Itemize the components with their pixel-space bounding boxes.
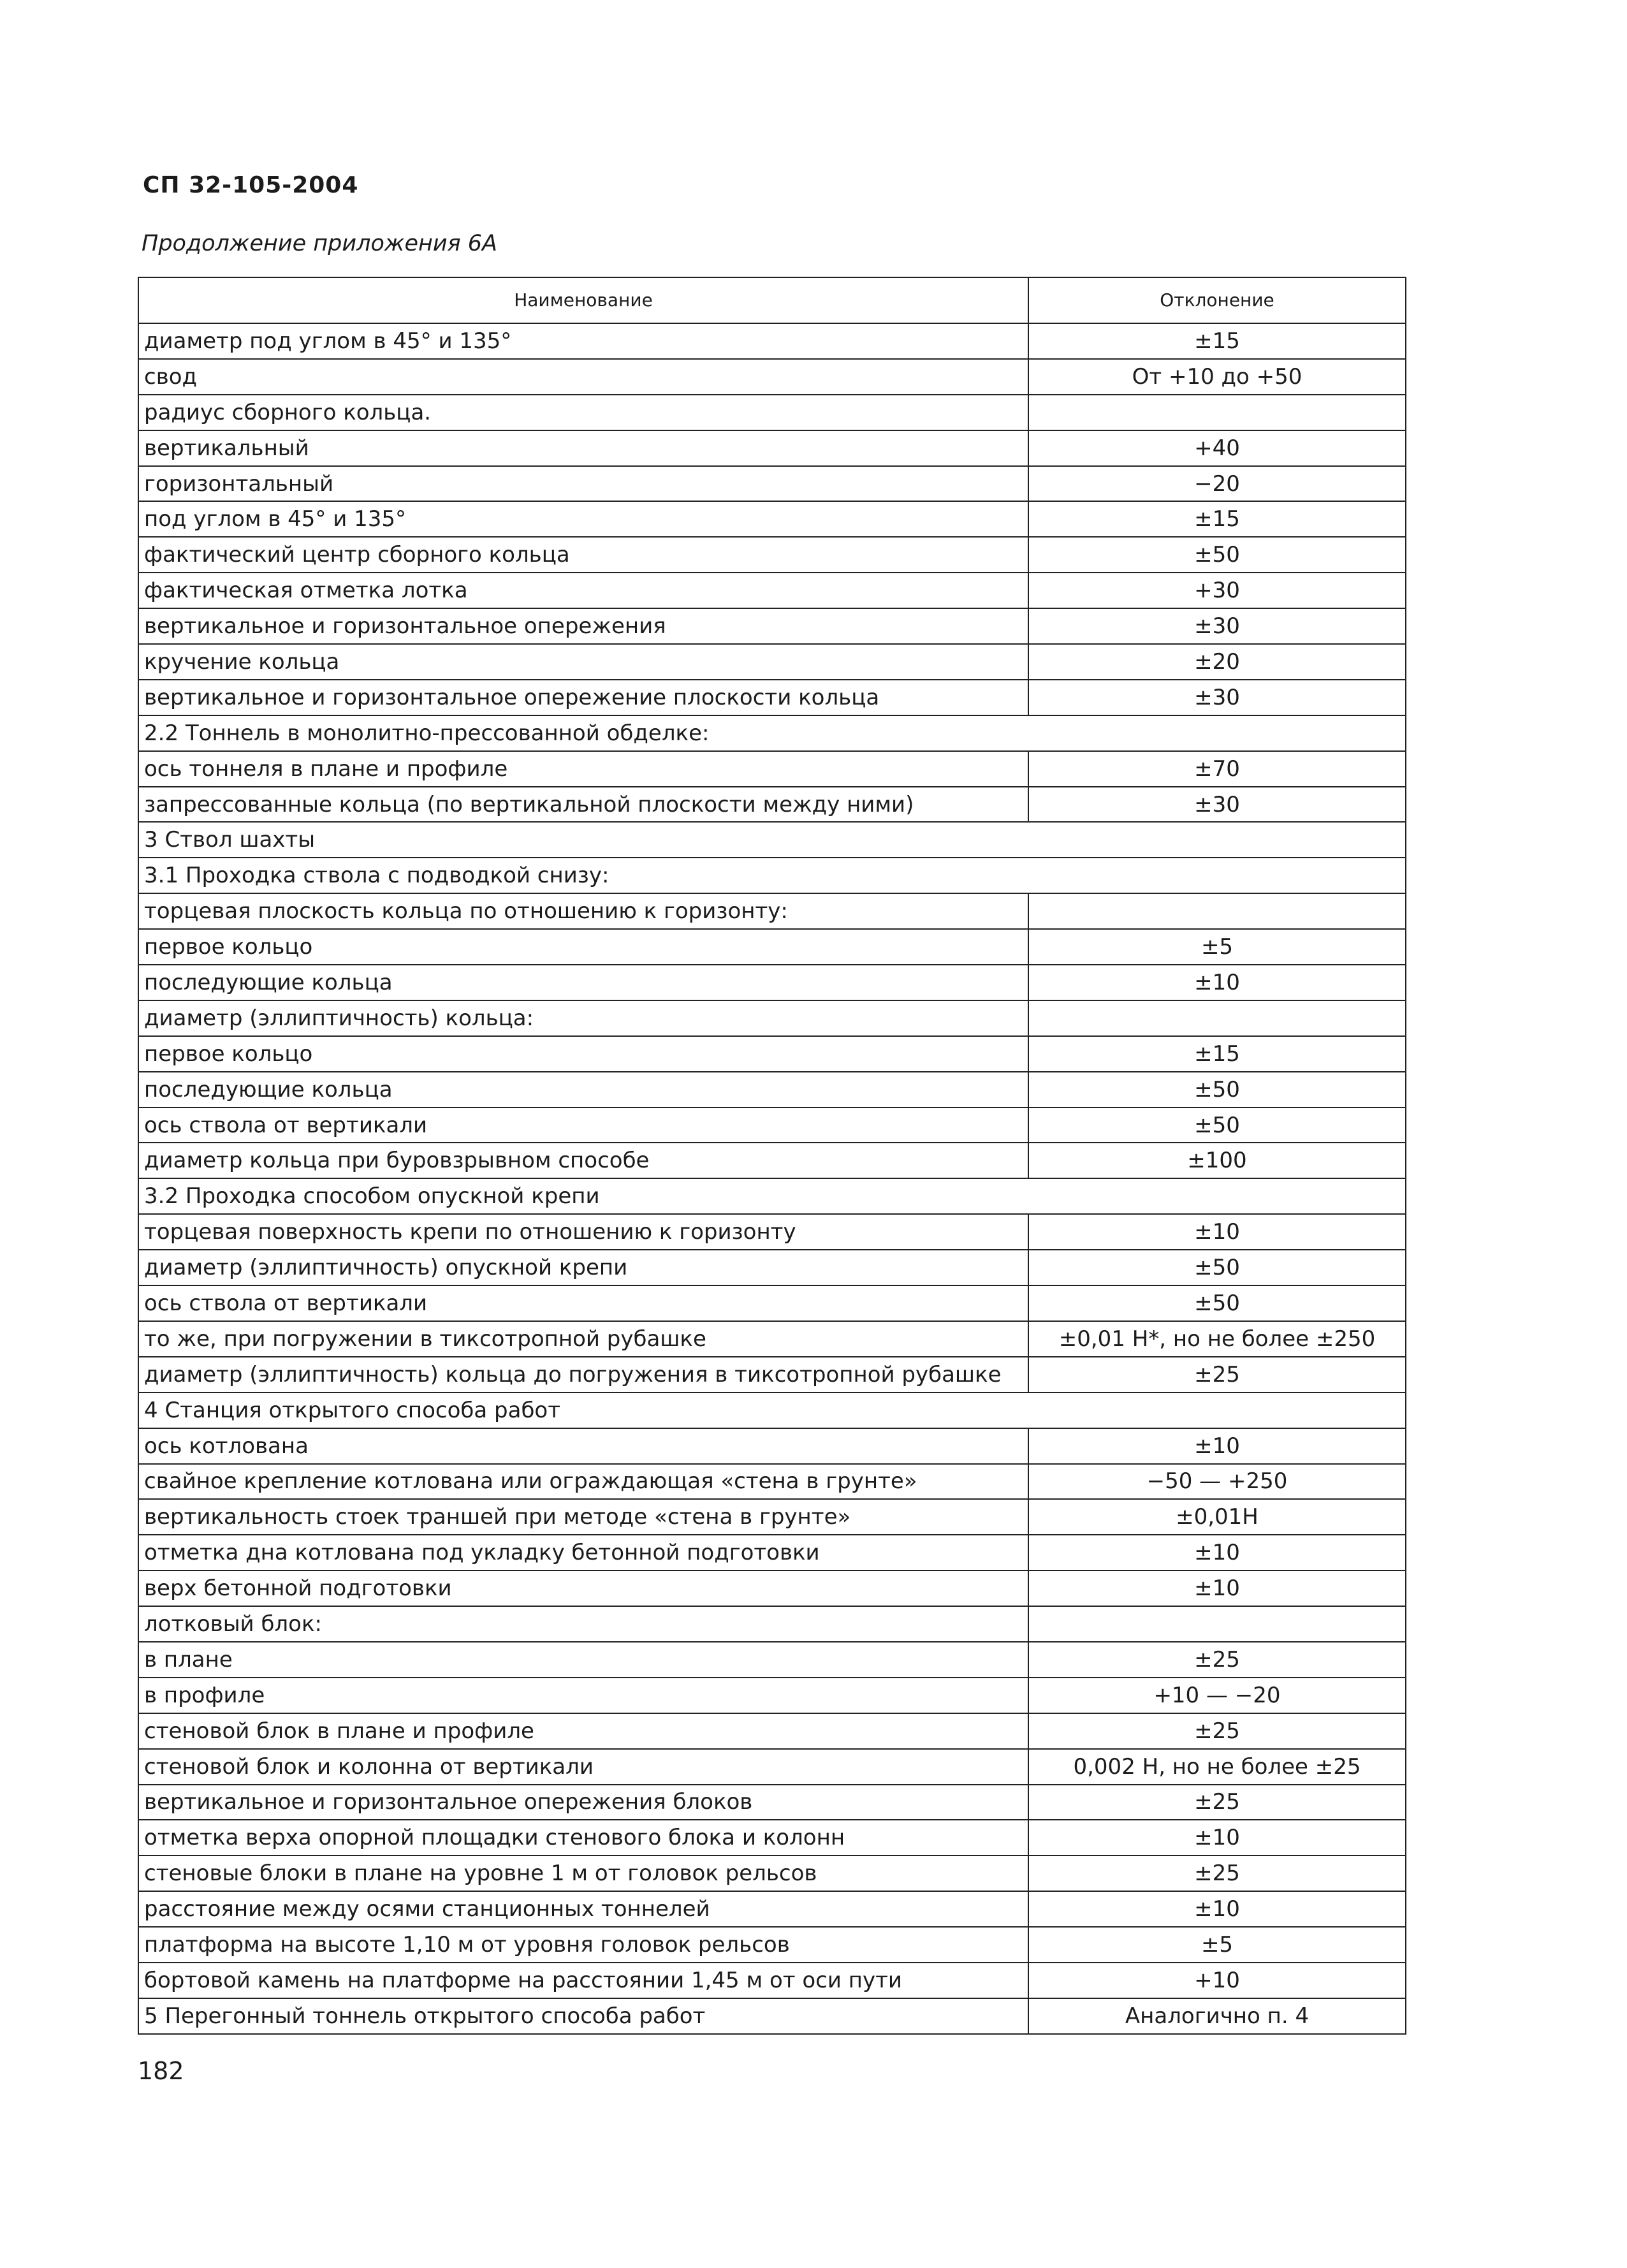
table-row xyxy=(138,1000,1406,1036)
table-row xyxy=(138,1891,1406,1927)
row-deviation-cell: ±50 xyxy=(1028,537,1406,573)
row-name-cell: диаметр кольца при буровзрывном способе xyxy=(138,1143,1028,1178)
table-row xyxy=(138,715,1406,751)
table-row xyxy=(138,1785,1406,1820)
row-name-cell: диаметр (эллиптичность) кольца: xyxy=(138,1000,1028,1036)
row-deviation-cell: ±50 xyxy=(1028,1285,1406,1321)
row-name-cell: последующие кольца xyxy=(138,965,1028,1000)
table-row xyxy=(138,1713,1406,1749)
row-deviation-cell xyxy=(1028,1606,1406,1642)
row-name-cell: 2.2 Тоннель в монолитно-прессованной обделке: xyxy=(138,715,1406,751)
page-number: 182 xyxy=(138,2057,184,2085)
row-deviation-cell: ±5 xyxy=(1028,1927,1406,1963)
row-name-cell: фактическая отметка лотка xyxy=(138,573,1028,608)
table-row xyxy=(138,1214,1406,1250)
row-deviation-cell: ±100 xyxy=(1028,1143,1406,1178)
row-deviation-cell: ±10 xyxy=(1028,965,1406,1000)
row-name-cell: то же, при погружении в тиксотропной рубашке xyxy=(138,1321,1028,1357)
row-deviation-cell: ±70 xyxy=(1028,751,1406,787)
row-deviation-cell: ±30 xyxy=(1028,608,1406,644)
row-name-cell: диаметр (эллиптичность) кольца до погружения в тиксотропной рубашке xyxy=(138,1357,1028,1393)
row-name-cell: последующие кольца xyxy=(138,1072,1028,1108)
row-name-cell: диаметр под углом в 45° и 135° xyxy=(138,323,1028,359)
row-name-cell: в профиле xyxy=(138,1678,1028,1713)
row-deviation-cell: ±15 xyxy=(1028,501,1406,537)
row-name-cell: радиус сборного кольца. xyxy=(138,395,1028,430)
row-deviation-cell: −50 — +250 xyxy=(1028,1464,1406,1500)
table-row xyxy=(138,1535,1406,1570)
table-row xyxy=(138,1250,1406,1285)
row-name-cell: ось тоннеля в плане и профиле xyxy=(138,751,1028,787)
row-deviation-cell: ±0,01H xyxy=(1028,1499,1406,1535)
row-name-cell: торцевая поверхность крепи по отношению к горизонту xyxy=(138,1214,1028,1250)
row-name-cell: ось котлована xyxy=(138,1428,1028,1464)
table-row xyxy=(138,822,1406,858)
row-deviation-cell: ±25 xyxy=(1028,1785,1406,1820)
row-deviation-cell: +10 xyxy=(1028,1963,1406,1998)
row-name-cell: 3 Ствол шахты xyxy=(138,822,1406,858)
table-row xyxy=(138,965,1406,1000)
row-name-cell: ось ствола от вертикали xyxy=(138,1108,1028,1143)
table-row xyxy=(138,893,1406,929)
row-name-cell: свайное крепление котлована или ограждающая «стена в грунте» xyxy=(138,1464,1028,1500)
table-row xyxy=(138,644,1406,680)
row-deviation-cell: 0,002 H, но не более ±25 xyxy=(1028,1749,1406,1785)
row-name-cell: под углом в 45° и 135° xyxy=(138,501,1028,537)
table-row xyxy=(138,537,1406,573)
row-name-cell: фактический центр сборного кольца xyxy=(138,537,1028,573)
table-header-row xyxy=(138,277,1406,323)
row-deviation-cell: ±10 xyxy=(1028,1214,1406,1250)
table-row xyxy=(138,1428,1406,1464)
row-deviation-cell: ±15 xyxy=(1028,323,1406,359)
row-name-cell: первое кольцо xyxy=(138,1036,1028,1072)
row-name-cell: бортовой камень на платформе на расстоянии 1,45 м от оси пути xyxy=(138,1963,1028,1998)
row-name-cell: стеновой блок в плане и профиле xyxy=(138,1713,1028,1749)
row-name-cell: горизонтальный xyxy=(138,466,1028,502)
row-name-cell: 5 Перегонный тоннель открытого способа работ xyxy=(138,1998,1028,2034)
row-name-cell: 3.2 Проходка способом опускной крепи xyxy=(138,1178,1406,1214)
table-row xyxy=(138,359,1406,395)
table-row xyxy=(138,395,1406,430)
row-name-cell: расстояние между осями станционных тоннелей xyxy=(138,1891,1028,1927)
table-row xyxy=(138,323,1406,359)
table-row xyxy=(138,573,1406,608)
row-name-cell: свод xyxy=(138,359,1028,395)
table-row xyxy=(138,501,1406,537)
row-deviation-cell xyxy=(1028,1000,1406,1036)
row-name-cell: вертикальное и горизонтальное опережение плоскости кольца xyxy=(138,680,1028,715)
row-deviation-cell: ±50 xyxy=(1028,1108,1406,1143)
row-name-cell: платформа на высоте 1,10 м от уровня головок рельсов xyxy=(138,1927,1028,1963)
table-row xyxy=(138,430,1406,466)
table-row xyxy=(138,608,1406,644)
row-deviation-cell: ±10 xyxy=(1028,1535,1406,1570)
table-row xyxy=(138,1642,1406,1678)
table-row xyxy=(138,1820,1406,1855)
row-name-cell: диаметр (эллиптичность) опускной крепи xyxy=(138,1250,1028,1285)
table-row xyxy=(138,1036,1406,1072)
row-name-cell: вертикальность стоек траншей при методе «стена в грунте» xyxy=(138,1499,1028,1535)
row-deviation-cell: ±50 xyxy=(1028,1250,1406,1285)
row-deviation-cell: От +10 до +50 xyxy=(1028,359,1406,395)
row-deviation-cell: +40 xyxy=(1028,430,1406,466)
row-name-cell: кручение кольца xyxy=(138,644,1028,680)
table-row xyxy=(138,1606,1406,1642)
table-row xyxy=(138,1143,1406,1178)
table-row xyxy=(138,1178,1406,1214)
tolerance-table xyxy=(138,277,1406,2035)
table-row xyxy=(138,1855,1406,1891)
row-name-cell: вертикальное и горизонтальное опережения xyxy=(138,608,1028,644)
table-row xyxy=(138,1998,1406,2034)
table-row xyxy=(138,751,1406,787)
row-name-cell: запрессованные кольца (по вертикальной плоскости между ними) xyxy=(138,787,1028,823)
table-row xyxy=(138,1357,1406,1393)
row-name-cell: стеновые блоки в плане на уровне 1 м от головок рельсов xyxy=(138,1855,1028,1891)
row-deviation-cell: ±15 xyxy=(1028,1036,1406,1072)
row-name-cell: вертикальный xyxy=(138,430,1028,466)
row-deviation-cell: ±25 xyxy=(1028,1855,1406,1891)
table-row xyxy=(138,1963,1406,1998)
row-name-cell: ось ствола от вертикали xyxy=(138,1285,1028,1321)
row-name-cell: торцевая плоскость кольца по отношению к горизонту: xyxy=(138,893,1028,929)
table-row xyxy=(138,1321,1406,1357)
row-deviation-cell: ±10 xyxy=(1028,1891,1406,1927)
row-name-cell: лотковый блок: xyxy=(138,1606,1028,1642)
table-row xyxy=(138,1285,1406,1321)
row-deviation-cell xyxy=(1028,395,1406,430)
table-row xyxy=(138,1393,1406,1428)
row-deviation-cell: ±25 xyxy=(1028,1642,1406,1678)
table-row xyxy=(138,1678,1406,1713)
table-row xyxy=(138,680,1406,715)
row-deviation-cell: ±25 xyxy=(1028,1357,1406,1393)
row-deviation-cell: ±10 xyxy=(1028,1570,1406,1606)
row-deviation-cell: ±10 xyxy=(1028,1428,1406,1464)
table-row xyxy=(138,1072,1406,1108)
row-deviation-cell: ±0,01 H*, но не более ±250 xyxy=(1028,1321,1406,1357)
document-code: СП 32-105-2004 xyxy=(143,172,359,198)
table-row xyxy=(138,787,1406,823)
row-name-cell: отметка дна котлована под укладку бетонной подготовки xyxy=(138,1535,1028,1570)
table-row xyxy=(138,858,1406,893)
row-deviation-cell: Аналогично п. 4 xyxy=(1028,1998,1406,2034)
table-row xyxy=(138,1108,1406,1143)
table-row xyxy=(138,1570,1406,1606)
row-deviation-cell: ±5 xyxy=(1028,929,1406,965)
table-body xyxy=(138,323,1406,2034)
row-name-cell: 4 Станция открытого способа работ xyxy=(138,1393,1406,1428)
row-name-cell: вертикальное и горизонтальное опережения блоков xyxy=(138,1785,1028,1820)
row-deviation-cell: ±10 xyxy=(1028,1820,1406,1855)
table-row xyxy=(138,1749,1406,1785)
table-row xyxy=(138,1464,1406,1500)
row-name-cell: в плане xyxy=(138,1642,1028,1678)
row-deviation-cell: +10 — −20 xyxy=(1028,1678,1406,1713)
appendix-continuation-title: Продолжение приложения 6А xyxy=(142,231,498,256)
row-deviation-cell: ±50 xyxy=(1028,1072,1406,1108)
column-header-deviation: Отклонение xyxy=(1028,277,1406,323)
row-deviation-cell xyxy=(1028,893,1406,929)
row-name-cell: 3.1 Проходка ствола с подводкой снизу: xyxy=(138,858,1406,893)
table-row xyxy=(138,1927,1406,1963)
row-deviation-cell: ±25 xyxy=(1028,1713,1406,1749)
row-deviation-cell: +30 xyxy=(1028,573,1406,608)
row-name-cell: отметка верха опорной площадки стенового блока и колонн xyxy=(138,1820,1028,1855)
table-row xyxy=(138,1499,1406,1535)
row-name-cell: стеновой блок и колонна от вертикали xyxy=(138,1749,1028,1785)
row-name-cell: первое кольцо xyxy=(138,929,1028,965)
table-row xyxy=(138,466,1406,502)
row-deviation-cell: ±20 xyxy=(1028,644,1406,680)
table-row xyxy=(138,929,1406,965)
row-deviation-cell: ±30 xyxy=(1028,787,1406,823)
row-deviation-cell: −20 xyxy=(1028,466,1406,502)
row-name-cell: верх бетонной подготовки xyxy=(138,1570,1028,1606)
column-header-name: Наименование xyxy=(138,277,1028,323)
row-deviation-cell: ±30 xyxy=(1028,680,1406,715)
